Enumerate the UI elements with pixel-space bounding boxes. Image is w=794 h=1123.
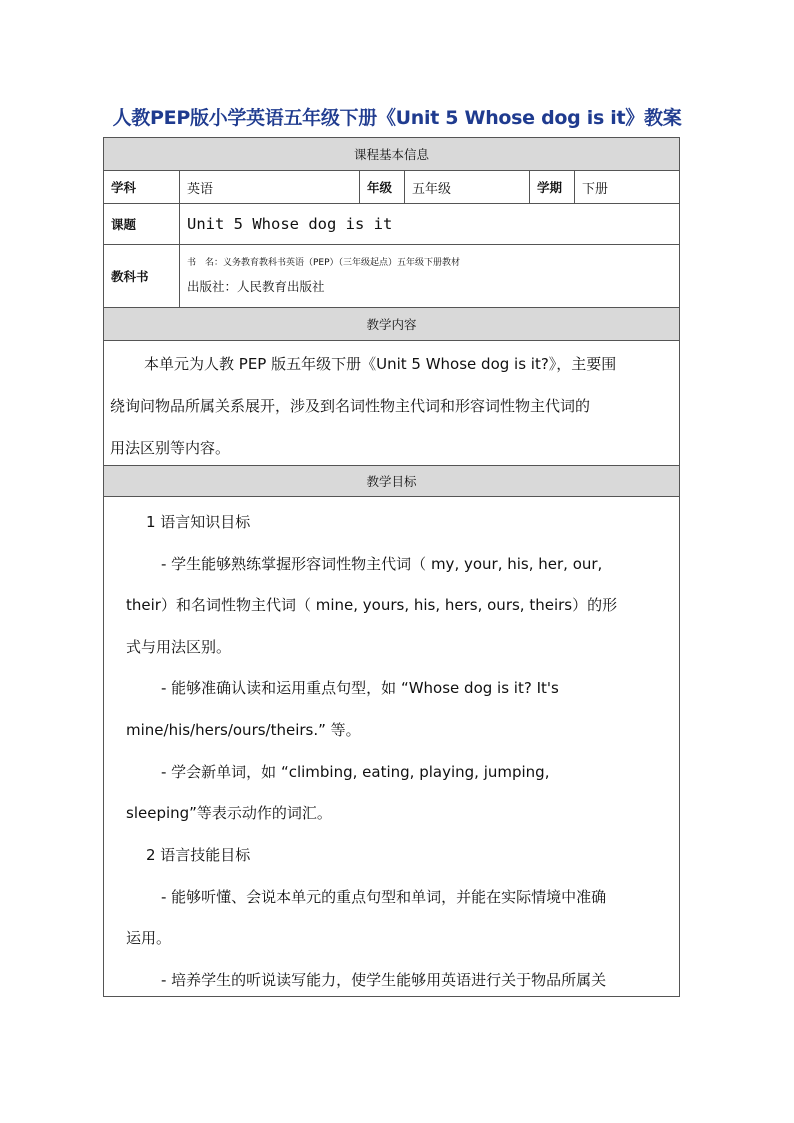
goal-line: - 培养学生的听说读写能力，使学生能够用英语进行关于物品所属关: [161, 971, 607, 989]
goal-section-heading: 1 语言知识目标: [146, 513, 251, 531]
lesson-plan-table: [103, 137, 680, 997]
textbook-row: [104, 245, 679, 308]
content-line: 本单元为人教 PEP 版五年级下册《Unit 5 Whose dog is it?》，主要围: [144, 355, 617, 373]
goal-line: sleeping”等表示动作的词汇。: [126, 804, 332, 822]
basic-info-header: 课程基本信息: [104, 138, 679, 171]
content-line: 用法区别等内容。: [110, 439, 231, 457]
document-title: 人教PEP版小学英语五年级下册《Unit 5 Whose dog is it》教案: [112, 107, 682, 129]
content-body: [104, 341, 679, 466]
textbook-label: 教科书: [111, 269, 149, 284]
goal-line: - 学会新单词，如 “climbing, eating, playing, jumping,: [161, 763, 550, 781]
goal-line: - 能够准确认读和运用重点句型，如 “Whose dog is it? It's: [161, 679, 559, 697]
term-value: 下册: [574, 171, 679, 203]
textbook-publisher: 出版社：人民教育出版社: [187, 279, 325, 294]
topic-value: Unit 5 Whose dog is it: [179, 204, 679, 244]
goals-header: 教学目标: [104, 466, 679, 497]
grade-value: 五年级: [404, 171, 529, 203]
goal-line: - 学生能够熟练掌握形容词性物主代词（ my, your, his, her, our,: [161, 555, 603, 573]
goal-line: mine/his/hers/ours/theirs.” 等。: [126, 721, 361, 739]
goals-body: [104, 497, 679, 997]
topic-label: 课题: [111, 217, 137, 232]
topic-row: [104, 204, 679, 245]
term-label: 学期: [529, 171, 574, 203]
content-header: 教学内容: [104, 308, 679, 341]
content-line: 绕询问物品所属关系展开，涉及到名词性物主代词和形容词性物主代词的: [110, 397, 591, 415]
goal-line: 式与用法区别。: [126, 638, 232, 656]
grade-label: 年级: [359, 171, 404, 203]
subject-value: 英语: [179, 171, 359, 203]
goal-line: 运用。: [126, 929, 172, 947]
basic-info-row: [104, 171, 679, 204]
textbook-name: 书 名：义务教育教科书英语（PEP）（三年级起点）五年级下册教材: [187, 258, 461, 268]
subject-label: 学科: [111, 180, 137, 195]
goal-line: - 能够听懂、会说本单元的重点句型和单词，并能在实际情境中准确: [161, 888, 607, 906]
textbook-value: [179, 245, 679, 307]
goal-section-heading: 2 语言技能目标: [146, 846, 251, 864]
goal-line: their）和名词性物主代词（ mine, yours, his, hers, ours, theirs）的形: [126, 596, 618, 614]
